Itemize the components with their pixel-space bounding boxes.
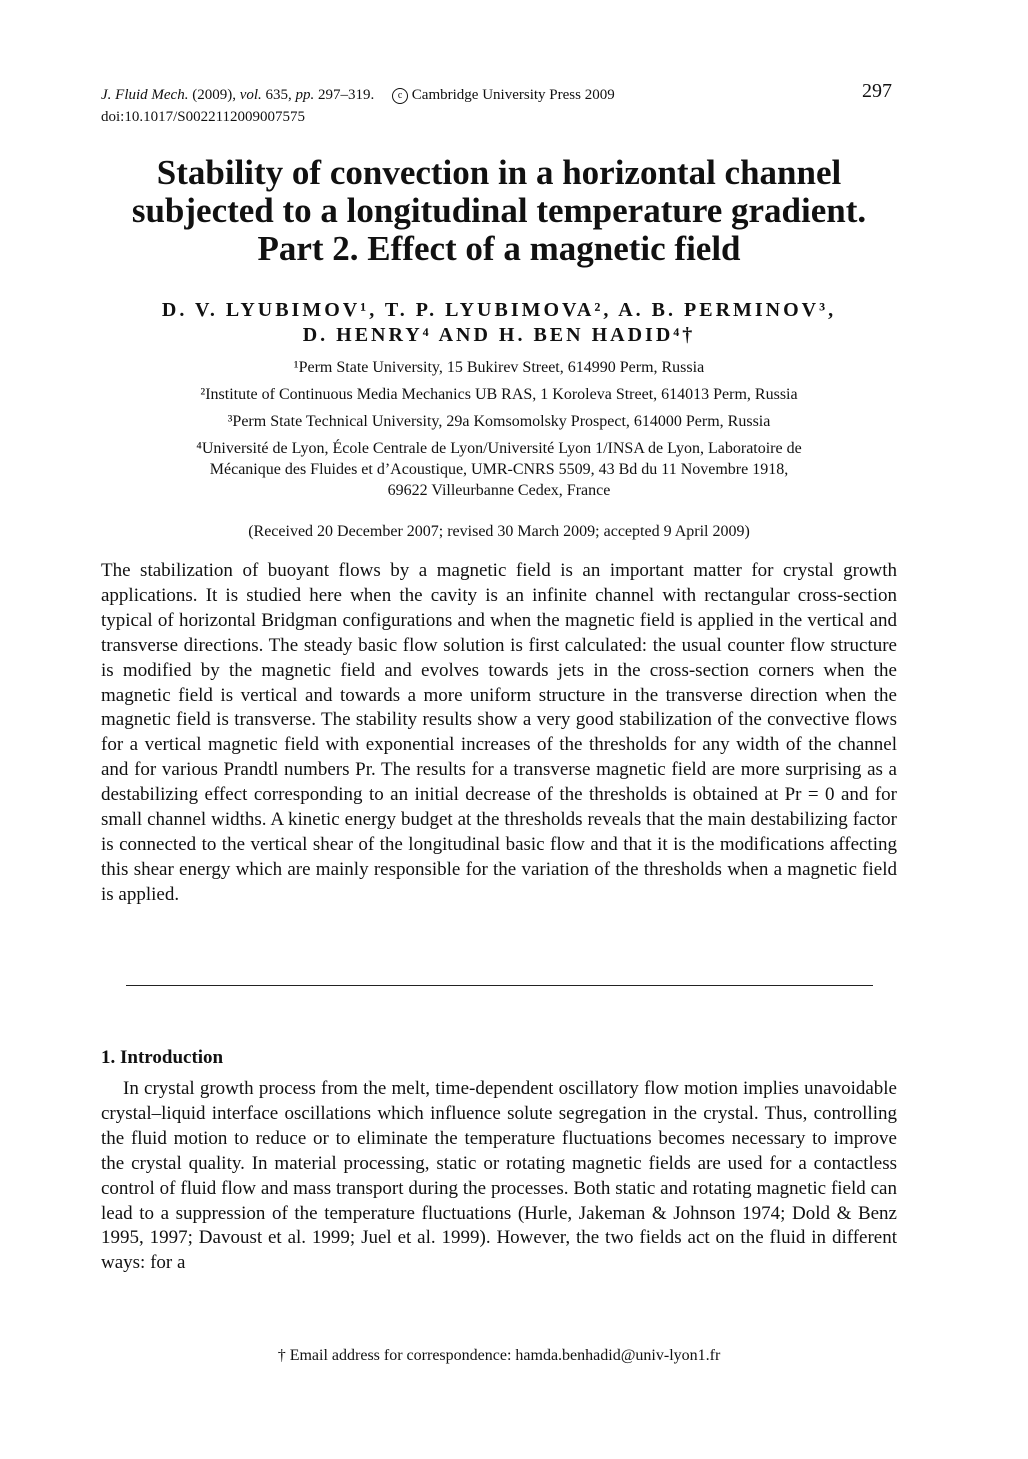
author-list (60, 298, 938, 348)
footnote: † Email address for correspondence: hamda.benhadid@univ-lyon1.fr (277, 1347, 721, 1364)
section-heading: 1. Introduction (101, 1047, 224, 1068)
citation-line (101, 85, 615, 105)
affiliation-4-cont: Mécanique des Fluides et d’Acoustique, UMR-CNRS 5509, 43 Bd du 11 Novembre 1918, (209, 461, 789, 478)
publisher: Cambridge University Press 2009 (411, 87, 615, 103)
authors-line-2: D. HENRY⁴ AND H. BEN HADID⁴† (302, 324, 696, 346)
authors-line-1: D. V. LYUBIMOV¹, T. P. LYUBIMOVA², A. B. PERMINOV³, (161, 299, 837, 321)
doi: doi:10.1017/S0022112009007575 (101, 109, 306, 125)
affiliation-3: ³Perm State Technical University, 29a Komsomolsky Prospect, 614000 Perm, Russia (227, 413, 771, 430)
affiliation-2: ²Institute of Continuous Media Mechanics UB RAS, 1 Koroleva Street, 614013 Perm, Russia (200, 386, 798, 403)
page-number: 297 (862, 80, 892, 102)
affiliation-4-city: 69622 Villeurbanne Cedex, France (387, 482, 611, 499)
intro-paragraph: In crystal growth process from the melt, time-dependent oscillatory flow motion implies unavoidable crystal–liquid interface oscillations which influence solute segregation in the crystal. Thus, controlling the fluid motion to reduce or to eliminate the temperature fluctuations becomes necessary to improve the crystal quality. In material processing, static or rotating magnetic fields are used for a contactless control of fluid flow and mass transport during the processes. Both static and rotating magnetic field can lead to a suppression of the temperature fluctuations (Hurle, Jakeman & Johnson 1974; Dold & Benz 1995, 1997; Davoust et al. 1999; Juel et al. 1999). However, the two fields act on the fluid in different ways: for a (101, 1078, 897, 1274)
journal-name: J. Fluid Mech. (101, 87, 189, 103)
affiliation-4: ⁴Université de Lyon, École Centrale de Lyon/Université Lyon 1/INSA de Lyon, Laboratoire de (196, 440, 802, 457)
paper-title (60, 154, 938, 268)
abstract: The stabilization of buoyant flows by a magnetic field is an important matter for crystal growth applications. It is studied here when the cavity is an infinite channel with rectangular cross-section typical of horizontal Bridgman configurations and when the magnetic field is applied in the vertical and transverse directions. The steady basic flow solution is first calculated: the usual counter flow structure is modified by the magnetic field and evolves towards jets in the cross-section corners when the magnetic field is vertical and towards a more uniform structure in the transverse direction when the magnetic field is transverse. The stability results show a very good stabilization of the convective flows for a vertical magnetic field with exponential increases of the thresholds for any width of the channel and for various Prandtl numbers Pr. The results for a transverse magnetic field are more surprising as a destabilizing effect corresponding to an initial decrease of the thresholds is obtained at Pr = 0 and for small channel widths. A kinetic energy budget at the thresholds reveals that the main destabilizing factor is connected to the vertical shear of the longitudinal basic flow and that it is the modifications affecting this shear energy which are mainly responsible for the variation of the thresholds when a magnetic field is applied. (101, 560, 897, 905)
volume-label: vol. (239, 87, 262, 103)
affiliation-1: ¹Perm State University, 15 Bukirev Street, 614990 Perm, Russia (293, 359, 705, 376)
received-dates: (Received 20 December 2007; revised 30 March 2009; accepted 9 April 2009) (248, 523, 750, 540)
title-line-2: subjected to a longitudinal temperature gradient. (131, 191, 867, 230)
page-range: 297–319. (318, 87, 375, 103)
copyright-icon: c (392, 88, 408, 104)
title-line-1: Stability of convection in a horizontal channel (156, 153, 842, 192)
title-line-3: Part 2. Effect of a magnetic field (257, 229, 741, 268)
abstract-divider (126, 985, 873, 986)
volume-number: 635, (265, 87, 292, 103)
journal-year: (2009), (192, 87, 236, 103)
pages-label: pp. (295, 87, 315, 103)
